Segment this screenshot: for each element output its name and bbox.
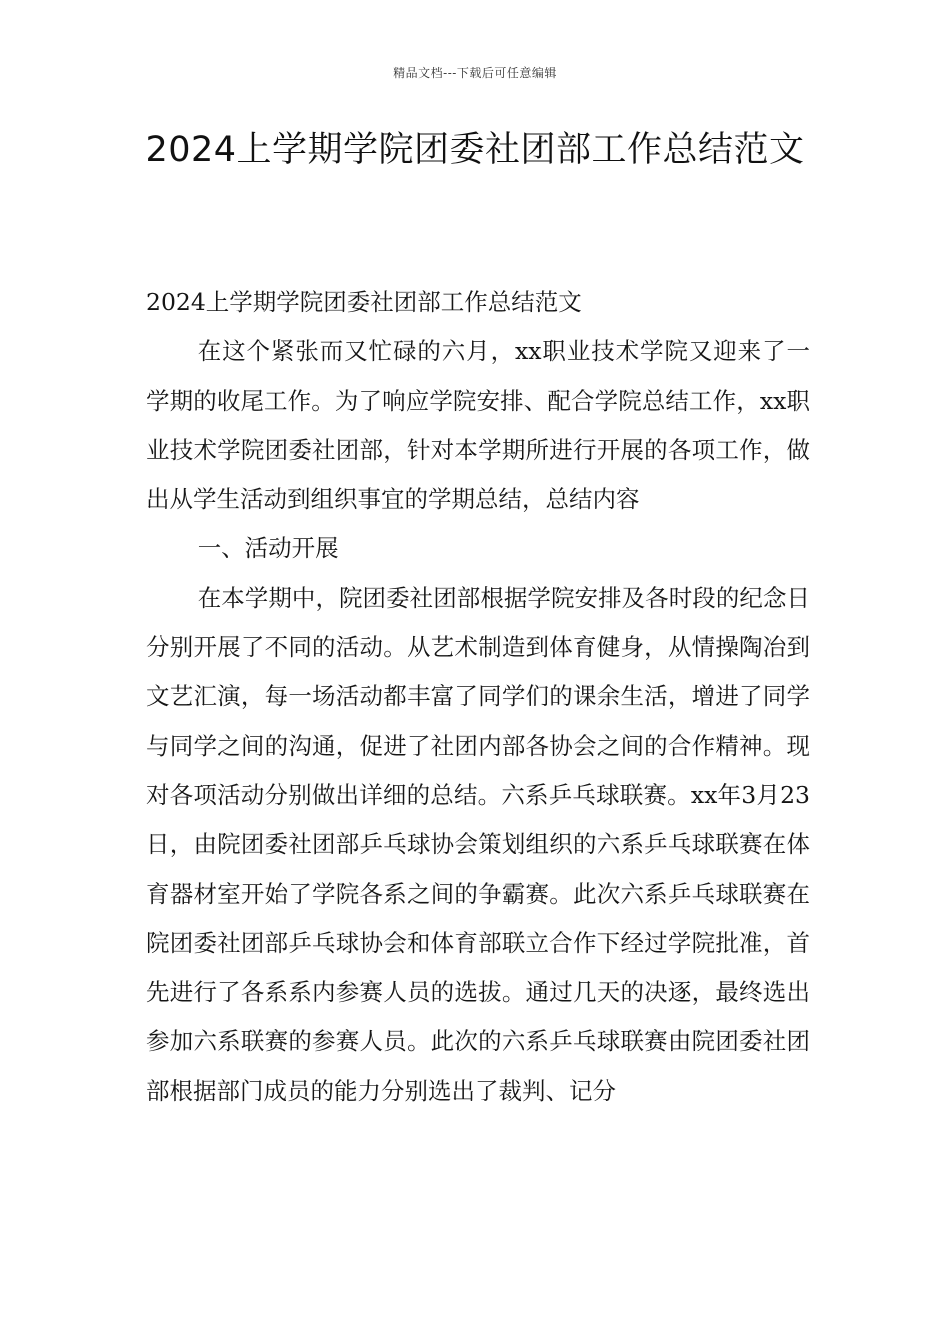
document-subtitle: 2024上学期学院团委社团部工作总结范文	[146, 288, 582, 316]
paragraph-activities: 在本学期中，院团委社团部根据学院安排及各时段的纪念日分别开展了不同的活动。从艺术制造到体育健身，从情操陶冶到文艺汇演，每一场活动都丰富了同学们的课余生活，增进了同学与同学之间的沟通，促进了社团内部各协会之间的合作精神。现对各项活动分别做出详细的总结。六系乒乓球联赛。xx年3月23日，由院团委社团部乒乓球协会策划组织的六系乒乓球联赛在体育器材室开始了学院各系之间的争霸赛。此次六系乒乓球联赛在院团委社团部乒乓球协会和体育部联立合作下经过学院批准，首先进行了各系系内参赛人员的选拔。通过几天的决逐，最终选出参加六系联赛的参赛人员。此次的六系乒乓球联赛由院团委社团部根据部门成员的能力分别选出了裁判、记分	[146, 583, 810, 1105]
document-title: 2024上学期学院团委社团部工作总结范文	[145, 130, 805, 170]
paragraph-intro: 在这个紧张而又忙碌的六月，xx职业技术学院又迎来了一学期的收尾工作。为了响应学院安排、配合学院总结工作，xx职业技术学院团委社团部，针对本学期所进行开展的各项工作，做出从学生活动到组织事宜的学期总结，总结内容	[146, 337, 810, 514]
section-heading-activities: 一、活动开展	[197, 534, 339, 563]
header-note: 精品文档---下载后可任意编辑	[393, 66, 557, 80]
document-body	[146, 278, 810, 1116]
